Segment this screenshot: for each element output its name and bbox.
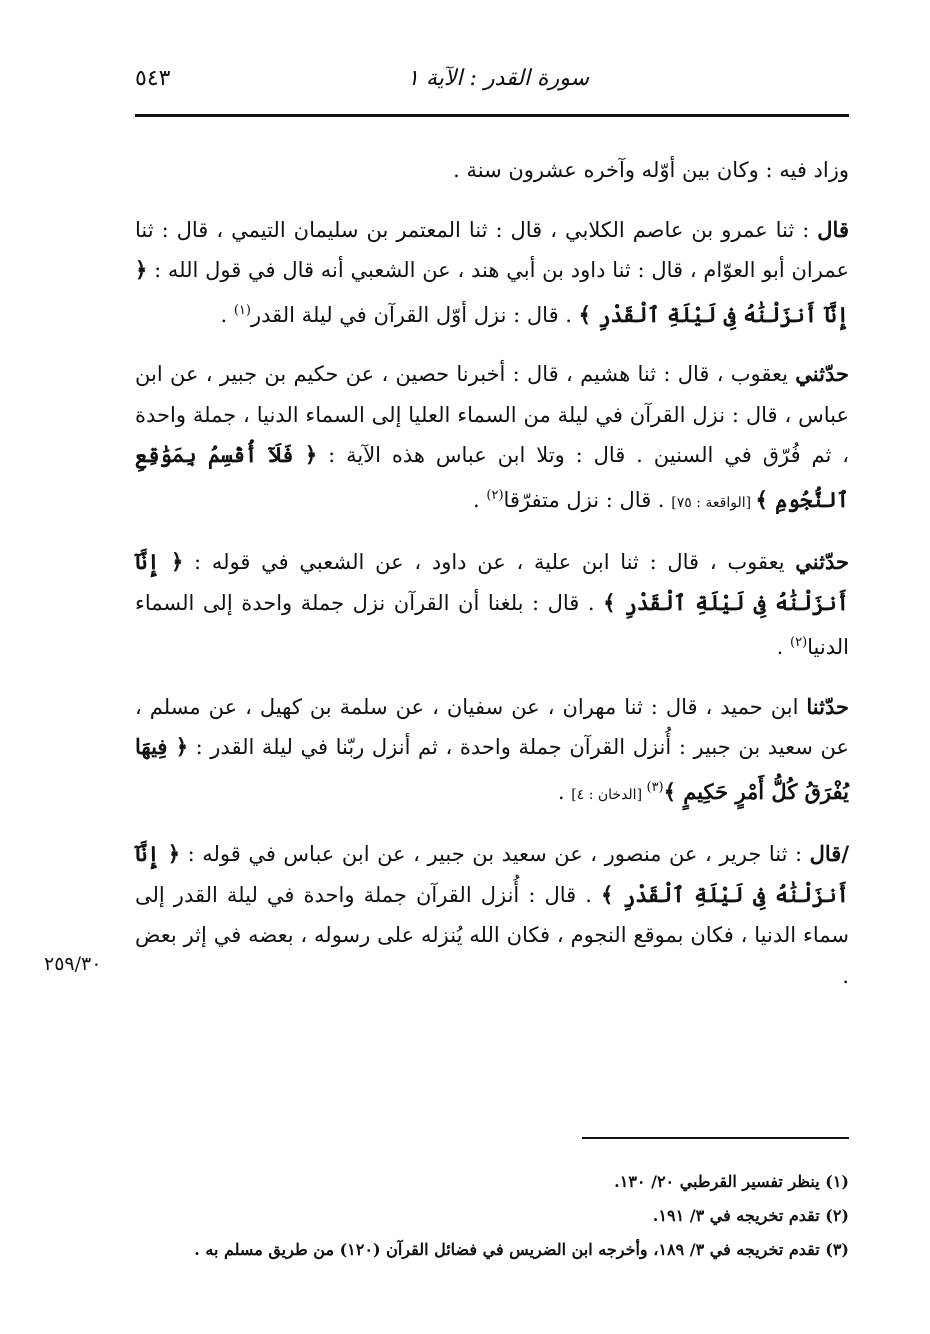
paragraph-lead: حدّثني [795,549,849,574]
paragraph-tail: . قال : بلغنا أن القرآن نزل جملة واحدة إلى السماء الدنيا [135,590,849,659]
footnote: (١) ينظر تفسير القرطبي ٢٠/ ١٣٠. [614,1172,849,1191]
paragraph-text: : ثنا عمرو بن عاصم الكلابي ، قال : ثنا المعتمر بن سليمان التيمي ، قال : ثنا عمران أبو العوّام ، قال : ثنا داود بن أبي هند ، عن الشعبي أنه قال في قول الله : [135,217,849,282]
main-text [135,150,849,1015]
paragraph-end: . [557,779,572,804]
paragraph-text: : ثنا جرير ، عن منصور ، عن سعيد بن جبير ، عن ابن عباس في قوله : [180,842,810,866]
quran-quote: ﴿ فَلَآ أُقْسِمُ بِمَوَٰقِعِ ٱلنُّجُومِ ﴾ [135,442,849,512]
paragraph-tail: . قال : نزل متفرّقا [503,487,672,512]
paragraph-lead: قال [817,216,849,242]
footnote-rule [582,1137,849,1139]
page-header [135,66,849,102]
paragraph [135,210,849,336]
footnote-marker: (٣) [646,779,664,795]
paragraph-lead: حدّثنا [806,693,849,719]
surah-reference: [الواقعة : ٧٥] [671,494,756,511]
quran-quote: ﴿ إِنَّآ أَنزَلْنَٰهُ فِى لَيْلَةِ ٱلْقَدْرِ ﴾ [135,549,849,615]
paragraph-tail: . قال : نزل أوّل القرآن في ليلة القدر [250,302,579,327]
paragraph [135,687,849,816]
paragraph-lead: /قال [809,841,849,866]
quran-quote: ﴿ إِنَّآ أَنزَلْنَٰهُ فِى لَيْلَةِ ٱلْقَدْرِ ﴾ [135,841,849,907]
footnote: (٢) تقدم تخريجه في ٣/ ١٩١. [652,1206,849,1225]
footnote: (٣) تقدم تخريجه في ٣/ ١٨٩، وأخرجه ابن الضريس في فضائل القرآن (١٢٠) من طريق مسلم به . [194,1240,849,1259]
paragraph-text: ابن حميد ، قال : ثنا مهران ، عن سفيان ، عن سلمة بن كهيل ، عن مسلم ، عن سعيد بن جبير : أُنزل القرآن جملة واحدة ، ثم أنزل ربّنا في ليلة القدر : [135,694,849,759]
running-title: سورة القدر : الآية ١ [407,66,589,91]
paragraph-tail: . قال : أُنزل القرآن جملة واحدة في ليلة القدر إلى سماء الدنيا ، فكان بموقع النجوم ، فكان الله يُنزله على رسوله ، بعضه في إثر بعض [135,882,849,947]
footnote-marker: (٢) [790,635,808,650]
paragraph-end: . [776,635,791,659]
paragraph-text: يعقوب ، قال : ثنا هشيم ، قال : أخبرنا حصين ، عن حكيم بن جبير ، عن ابن عباس ، قال : نزل القرآن في ليلة من السماء العليا إلى السماء الدنيا ، جملة واحدة ، ثم فُرّق في السنين . قال : وتلا ابن عباس هذه الآية : [135,362,849,467]
paragraph-end: . [473,487,487,512]
footnote-marker: (٢) [486,487,504,503]
quran-quote: ﴿ إِنَّآ أَنزَلْنَٰهُ فِى لَيْلَةِ ٱلْقَدْرِ ﴾ [135,257,849,327]
paragraph-text: وزاد فيه : وكان بين أوّله وآخره عشرون سنة . [453,158,849,182]
paragraph-end: . [220,302,234,327]
surah-reference: [الدخان : ٤] [571,786,647,803]
page-number: ٥٤٣ [135,66,171,91]
footnotes [135,1165,849,1267]
paragraph [135,834,849,996]
paragraph [135,150,849,191]
paragraph-end: . [842,963,849,988]
paragraph-text: يعقوب ، قال : ثنا ابن علية ، عن داود ، عن الشعبي في قوله : [183,550,796,574]
paragraph-lead: حدّثني [795,361,849,386]
footnote-marker: (١) [233,302,251,318]
paragraph [135,354,849,523]
paragraph [135,542,849,668]
quran-quote: ﴿ فِيهَا يُفْرَقُ كُلُّ أَمْرٍ حَكِيمٍ ﴾ [135,734,849,804]
margin-reference: ٢٥٩/٣٠ [44,953,102,975]
header-rule [135,114,849,117]
